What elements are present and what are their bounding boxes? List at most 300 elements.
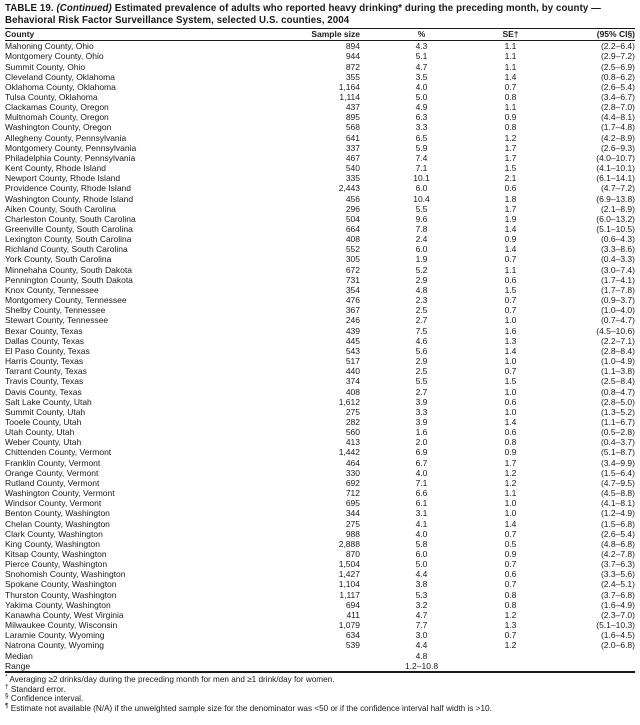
- table-row: [5, 529, 635, 539]
- sample-size-cell: 560: [345, 427, 360, 438]
- sample-size-cell: 895: [345, 112, 360, 123]
- percent-cell: 2.9: [415, 274, 428, 285]
- percent-cell: 4.4: [415, 569, 428, 580]
- table-row: [5, 387, 635, 397]
- se-cell: 0.9: [504, 447, 517, 458]
- table-header: [5, 29, 635, 41]
- percent-cell: 3.0: [415, 630, 428, 641]
- county-cell: Dallas County, Texas: [5, 335, 85, 346]
- table-row: [5, 579, 635, 589]
- sample-size-cell: 1,612: [338, 396, 360, 407]
- county-cell: Providence County, Rhode Island: [5, 183, 132, 194]
- sample-size-cell: 1,427: [338, 569, 360, 580]
- county-cell: Multnomah County, Oregon: [5, 112, 109, 123]
- title-continued-label: (Continued): [56, 3, 112, 14]
- table-row: [5, 519, 635, 529]
- title-line1: [5, 3, 635, 15]
- sample-size-cell: 275: [345, 518, 360, 529]
- sample-size-cell: 1,104: [338, 579, 360, 590]
- se-cell: 0.9: [504, 234, 517, 245]
- percent-cell: 7.7: [415, 620, 428, 631]
- county-cell: Greenville County, South Carolina: [5, 224, 133, 234]
- table-row: [5, 478, 635, 488]
- ci-cell: (2.2–7.1): [600, 335, 635, 346]
- percent-cell: 5.1: [415, 51, 428, 62]
- table-row: [5, 610, 635, 620]
- sample-size-cell: 540: [345, 163, 360, 174]
- se-cell: 0.6: [504, 274, 517, 285]
- percent-cell: 3.3: [415, 406, 428, 417]
- se-cell: 0.7: [504, 254, 517, 265]
- percent-cell: 4.0: [415, 467, 428, 478]
- se-cell: 1.1: [504, 41, 517, 52]
- table-row: [5, 41, 635, 52]
- sample-size-cell: 870: [345, 549, 360, 559]
- sample-size-cell: 2,888: [338, 538, 360, 549]
- county-cell: Davis County, Texas: [5, 386, 82, 397]
- county-cell: Laramie County, Wyoming: [5, 630, 105, 641]
- sample-size-cell: [303, 651, 360, 661]
- table-row: [5, 224, 635, 234]
- table-row: [5, 285, 635, 295]
- sample-size-cell: 1,504: [338, 559, 360, 570]
- ci-cell: (3.3–5.6): [600, 569, 635, 580]
- table-row: [5, 376, 635, 386]
- sample-size-cell: 543: [345, 345, 360, 356]
- sample-size-cell: 296: [345, 203, 360, 214]
- ci-cell: (2.8–5.0): [600, 396, 635, 407]
- percent-cell: 5.9: [415, 142, 428, 153]
- se-cell: 1.6: [504, 325, 517, 336]
- ci-cell: (3.3–8.6): [600, 244, 635, 255]
- sample-size-cell: 330: [345, 467, 360, 478]
- se-cell: 0.7: [504, 295, 517, 306]
- ci-cell: (0.4–3.7): [600, 437, 635, 448]
- se-cell: 1.4: [504, 518, 517, 529]
- county-cell: Tarrant County, Texas: [5, 366, 87, 377]
- county-cell: Shelby County, Tennessee: [5, 305, 106, 316]
- se-cell: 1.2: [504, 132, 517, 143]
- county-cell: Mahoning County, Ohio: [5, 41, 94, 52]
- percent-cell: 2.3: [415, 295, 428, 306]
- sample-size-cell: 374: [345, 376, 360, 387]
- county-cell: Washington County, Oregon: [5, 122, 112, 133]
- county-cell: Montgomery County, Ohio: [5, 51, 104, 62]
- se-cell: [483, 661, 538, 672]
- county-cell: Charleston County, South Carolina: [5, 213, 136, 224]
- sample-size-cell: 692: [345, 477, 360, 488]
- se-cell: 1.0: [504, 386, 517, 397]
- percent-cell: 7.5: [415, 325, 428, 336]
- percent-cell: 6.3: [415, 112, 428, 123]
- percent-cell: 1.2–10.8: [404, 660, 439, 671]
- sample-size-cell: 413: [345, 437, 360, 448]
- county-cell: Summit County, Ohio: [5, 61, 86, 72]
- ci-cell: (2.5–8.4): [600, 376, 635, 387]
- percent-cell: 6.7: [415, 457, 428, 468]
- ci-cell: (2.3–7.0): [600, 609, 635, 620]
- table-row: [5, 336, 635, 346]
- table-body: [5, 41, 635, 672]
- se-cell: 1.0: [504, 508, 517, 519]
- table-row: [5, 458, 635, 468]
- se-cell: 1.0: [504, 498, 517, 509]
- percent-cell: 3.2: [415, 599, 428, 610]
- se-cell: 0.7: [504, 630, 517, 641]
- ci-cell: (5.1–8.7): [600, 447, 635, 458]
- ci-cell: (2.8–7.0): [600, 102, 635, 113]
- ci-cell: (4.5–10.6): [596, 325, 635, 336]
- se-cell: 1.4: [504, 345, 517, 356]
- column-header-sample-size: Sample size: [303, 29, 360, 41]
- table-row: [5, 153, 635, 163]
- se-cell: 1.1: [504, 488, 517, 499]
- title-text: Estimated prevalence of adults who reported heavy drinking* during the preceding month, by county —: [114, 3, 601, 14]
- table-row: [5, 214, 635, 224]
- ci-cell: (1.6–4.9): [600, 599, 635, 610]
- ci-cell: (2.4–5.1): [600, 579, 635, 590]
- sample-size-cell: 305: [345, 254, 360, 265]
- percent-cell: 5.5: [415, 376, 428, 387]
- se-cell: 1.5: [504, 163, 517, 174]
- county-cell: York County, South Carolina: [5, 254, 112, 265]
- percent-cell: 2.4: [415, 234, 428, 245]
- percent-cell: 10.4: [413, 193, 430, 204]
- se-cell: 0.7: [504, 559, 517, 570]
- percent-cell: 5.8: [415, 538, 428, 549]
- ci-cell: (2.6–5.4): [600, 81, 635, 92]
- percent-cell: 7.1: [415, 163, 428, 174]
- county-cell: Chittenden County, Vermont: [5, 447, 112, 458]
- county-cell: Pennington County, South Dakota: [5, 274, 133, 285]
- ci-cell: (4.2–7.8): [600, 549, 635, 559]
- se-cell: [483, 651, 538, 661]
- percent-cell: 4.3: [415, 41, 428, 52]
- percent-cell: 7.1: [415, 477, 428, 488]
- county-cell: Allegheny County, Pennsylvania: [5, 132, 127, 143]
- se-cell: 1.0: [504, 356, 517, 367]
- percent-cell: 2.7: [415, 315, 428, 326]
- county-cell: Windsor County, Vermont: [5, 498, 102, 509]
- percent-cell: 4.1: [415, 518, 428, 529]
- county-cell: Tooele County, Utah: [5, 416, 82, 427]
- sample-size-cell: 517: [345, 356, 360, 367]
- se-cell: 1.4: [504, 416, 517, 427]
- table-row: [5, 417, 635, 427]
- se-cell: 1.4: [504, 244, 517, 255]
- ci-cell: (5.1–10.5): [596, 224, 635, 234]
- county-cell: Newport County, Rhode Island: [5, 173, 121, 184]
- sample-size-cell: 354: [345, 284, 360, 295]
- county-cell: Clark County, Washington: [5, 528, 103, 539]
- table-row: [5, 51, 635, 61]
- se-cell: 1.4: [504, 224, 517, 234]
- header-row: [5, 29, 635, 41]
- se-cell: 1.1: [504, 264, 517, 275]
- ci-cell: (5.1–10.3): [596, 620, 635, 631]
- summary-row: [5, 661, 635, 672]
- table-row: [5, 183, 635, 193]
- county-cell: Benton County, Washington: [5, 508, 110, 519]
- ci-cell: (0.8–4.7): [600, 386, 635, 397]
- ci-cell: (1.0–4.9): [600, 356, 635, 367]
- ci-cell: (4.1–8.1): [600, 498, 635, 509]
- se-cell: 2.1: [504, 173, 517, 184]
- sample-size-cell: 246: [345, 315, 360, 326]
- se-cell: 1.1: [504, 102, 517, 113]
- ci-cell: (2.6–5.4): [600, 528, 635, 539]
- ci-cell: (4.7–9.5): [600, 477, 635, 488]
- sample-size-cell: 988: [345, 528, 360, 539]
- county-cell: Franklin County, Vermont: [5, 457, 101, 468]
- table-row: [5, 630, 635, 640]
- sample-size-cell: 634: [345, 630, 360, 641]
- footnotes: [5, 675, 635, 714]
- county-cell: Oklahoma County, Oklahoma: [5, 81, 116, 92]
- percent-cell: 1.6: [415, 427, 428, 438]
- county-cell: Washington County, Vermont: [5, 488, 115, 499]
- se-cell: 1.3: [504, 335, 517, 346]
- table-row: [5, 244, 635, 254]
- table-row: [5, 539, 635, 549]
- county-cell: Kitsap County, Washington: [5, 549, 107, 559]
- percent-cell: 4.6: [415, 335, 428, 346]
- table-row: [5, 254, 635, 264]
- county-cell: Kanawha County, West Virginia: [5, 609, 124, 620]
- county-cell: Montgomery County, Tennessee: [5, 295, 127, 306]
- percent-cell: 6.0: [415, 183, 428, 194]
- table-row: [5, 102, 635, 112]
- table-row: [5, 569, 635, 579]
- ci-cell: [538, 651, 635, 661]
- sample-size-cell: 552: [345, 244, 360, 255]
- county-cell: Stewart County, Tennessee: [5, 315, 109, 326]
- percent-cell: 3.5: [415, 71, 428, 82]
- ci-cell: (4.2–8.9): [600, 132, 635, 143]
- footnote-marker: ¶: [5, 702, 9, 710]
- table-row: [5, 397, 635, 407]
- county-cell: Tulsa County, Oklahoma: [5, 91, 98, 102]
- county-cell: Montgomery County, Pennsylvania: [5, 142, 137, 153]
- county-cell: Clackamas County, Oregon: [5, 102, 109, 113]
- se-cell: 1.8: [504, 193, 517, 204]
- table-row: [5, 112, 635, 122]
- ci-cell: (3.7–6.8): [600, 589, 635, 600]
- county-cell: Salt Lake County, Utah: [5, 396, 92, 407]
- percent-cell: 9.6: [415, 213, 428, 224]
- percent-cell: 5.2: [415, 264, 428, 275]
- percent-cell: 6.6: [415, 488, 428, 499]
- se-cell: 1.2: [504, 609, 517, 620]
- se-cell: 1.2: [504, 640, 517, 651]
- column-header-county: County: [5, 29, 303, 41]
- sample-size-cell: 694: [345, 599, 360, 610]
- sample-size-cell: 337: [345, 142, 360, 153]
- ci-cell: (1.7–4.8): [600, 122, 635, 133]
- table-title: [5, 3, 635, 26]
- ci-cell: (1.5–6.4): [600, 467, 635, 478]
- percent-cell: 4.8: [415, 650, 428, 661]
- county-cell: El Paso County, Texas: [5, 345, 90, 356]
- ci-cell: (3.0–7.4): [600, 264, 635, 275]
- ci-cell: (1.5–6.8): [600, 518, 635, 529]
- percent-cell: 2.5: [415, 305, 428, 316]
- ci-cell: (2.5–6.9): [600, 61, 635, 72]
- county-cell: Range: [5, 660, 31, 671]
- sample-size-cell: 456: [345, 193, 360, 204]
- ci-cell: (2.8–8.4): [600, 345, 635, 356]
- percent-cell: 4.7: [415, 609, 428, 620]
- county-cell: Harris County, Texas: [5, 356, 84, 367]
- se-cell: 1.7: [504, 457, 517, 468]
- table-row: [5, 346, 635, 356]
- sample-size-cell: 664: [345, 224, 360, 234]
- footnote-marker: §: [5, 692, 9, 700]
- footnote: * Averaging ≥2 drinks/day during the preceding month for men and ≥1 drink/day for women.: [5, 673, 335, 684]
- percent-cell: 7.8: [415, 224, 428, 234]
- se-cell: 0.6: [504, 396, 517, 407]
- sample-size-cell: 1,079: [338, 620, 360, 631]
- percent-cell: 6.0: [415, 549, 428, 559]
- se-cell: 0.6: [504, 427, 517, 438]
- column-header-se: SE†: [483, 29, 538, 41]
- sample-size-cell: 672: [345, 264, 360, 275]
- percent-cell: 5.6: [415, 345, 428, 356]
- column-header-percent: %: [360, 29, 483, 41]
- se-cell: 0.8: [504, 91, 517, 102]
- sample-size-cell: 476: [345, 295, 360, 306]
- table-row: [5, 275, 635, 285]
- county-cell: Yakima County, Washington: [5, 599, 111, 610]
- se-cell: 0.9: [504, 549, 517, 559]
- se-cell: 1.4: [504, 71, 517, 82]
- sample-size-cell: 504: [345, 213, 360, 224]
- ci-cell: (4.4–8.1): [600, 112, 635, 123]
- ci-cell: (6.0–13.2): [596, 213, 635, 224]
- table-row: [5, 122, 635, 132]
- se-cell: 0.7: [504, 528, 517, 539]
- table-row: [5, 600, 635, 610]
- county-cell: Kent County, Rhode Island: [5, 163, 106, 174]
- ci-cell: (2.6–9.3): [600, 142, 635, 153]
- sample-size-cell: 335: [345, 173, 360, 184]
- title-line2: Behavioral Risk Factor Surveillance System, selected U.S. counties, 2004: [5, 14, 350, 26]
- percent-cell: 6.9: [415, 447, 428, 458]
- county-cell: Aiken County, South Carolina: [5, 203, 116, 214]
- sample-size-cell: 641: [345, 132, 360, 143]
- county-cell: Median: [5, 650, 33, 661]
- sample-size-cell: 408: [345, 234, 360, 245]
- se-cell: 0.6: [504, 183, 517, 194]
- county-cell: Knox County, Tennessee: [5, 284, 99, 295]
- sample-size-cell: 439: [345, 325, 360, 336]
- se-cell: 1.3: [504, 620, 517, 631]
- sample-size-cell: 275: [345, 406, 360, 417]
- table-row: [5, 559, 635, 569]
- se-cell: 0.7: [504, 81, 517, 92]
- ci-cell: (1.2–4.9): [600, 508, 635, 519]
- sample-size-cell: 445: [345, 335, 360, 346]
- table-row: [5, 82, 635, 92]
- table-row: [5, 488, 635, 498]
- county-cell: Spokane County, Washington: [5, 579, 117, 590]
- table-row: [5, 356, 635, 366]
- se-cell: 1.2: [504, 467, 517, 478]
- sample-size-cell: 539: [345, 640, 360, 651]
- ci-cell: (3.7–6.3): [600, 559, 635, 570]
- table-row: [5, 590, 635, 600]
- percent-cell: 6.1: [415, 498, 428, 509]
- table-row: [5, 315, 635, 325]
- se-cell: 1.5: [504, 376, 517, 387]
- sample-size-cell: 695: [345, 498, 360, 509]
- sample-size-cell: 464: [345, 457, 360, 468]
- percent-cell: 2.0: [415, 437, 428, 448]
- sample-size-cell: 367: [345, 305, 360, 316]
- footnote: † Standard error.: [5, 682, 66, 694]
- ci-cell: (4.8–6.8): [600, 538, 635, 549]
- percent-cell: 4.4: [415, 640, 428, 651]
- percent-cell: 5.3: [415, 589, 428, 600]
- ci-cell: (1.7–7.8): [600, 284, 635, 295]
- se-cell: 1.7: [504, 142, 517, 153]
- table-row: [5, 265, 635, 275]
- sample-size-cell: 440: [345, 366, 360, 377]
- footnote: § Confidence interval.: [5, 692, 84, 704]
- ci-cell: (3.4–9.9): [600, 457, 635, 468]
- ci-cell: (0.8–6.2): [600, 71, 635, 82]
- ci-cell: (4.0–10.7): [596, 152, 635, 163]
- table-row: [5, 92, 635, 102]
- percent-cell: 6.0: [415, 244, 428, 255]
- percent-cell: 3.3: [415, 122, 428, 133]
- county-cell: Pierce County, Washington: [5, 559, 108, 570]
- county-cell: Snohomish County, Washington: [5, 569, 126, 580]
- sample-size-cell: 1,442: [338, 447, 360, 458]
- sample-size-cell: 568: [345, 122, 360, 133]
- sample-size-cell: 1,164: [338, 81, 360, 92]
- se-cell: 0.6: [504, 569, 517, 580]
- table-row: [5, 305, 635, 315]
- sample-size-cell: 437: [345, 102, 360, 113]
- county-cell: Richland County, South Carolina: [5, 244, 128, 255]
- ci-cell: (1.1–3.8): [600, 366, 635, 377]
- percent-cell: 4.7: [415, 61, 428, 72]
- ci-cell: (6.1–14.1): [596, 173, 635, 184]
- table-row: [5, 133, 635, 143]
- ci-cell: (1.3–5.2): [600, 406, 635, 417]
- sample-size-cell: 1,117: [339, 589, 360, 600]
- sample-size-cell: 408: [345, 386, 360, 397]
- percent-cell: 4.0: [415, 528, 428, 539]
- percent-cell: 4.9: [415, 102, 428, 113]
- summary-row: [5, 651, 635, 661]
- column-header-ci: (95% CI§): [538, 29, 635, 41]
- se-cell: 0.8: [504, 589, 517, 600]
- sample-size-cell: [303, 661, 360, 672]
- percent-cell: 6.5: [415, 132, 428, 143]
- percent-cell: 3.8: [415, 579, 428, 590]
- county-cell: Lexington County, South Carolina: [5, 234, 132, 245]
- percent-cell: 10.1: [413, 173, 430, 184]
- county-cell: King County, Washington: [5, 538, 100, 549]
- table-row: [5, 640, 635, 650]
- percent-cell: 3.9: [415, 416, 428, 427]
- percent-cell: 5.0: [415, 559, 428, 570]
- se-cell: 0.7: [504, 366, 517, 377]
- table-row: [5, 366, 635, 376]
- sample-size-cell: 731: [345, 274, 360, 285]
